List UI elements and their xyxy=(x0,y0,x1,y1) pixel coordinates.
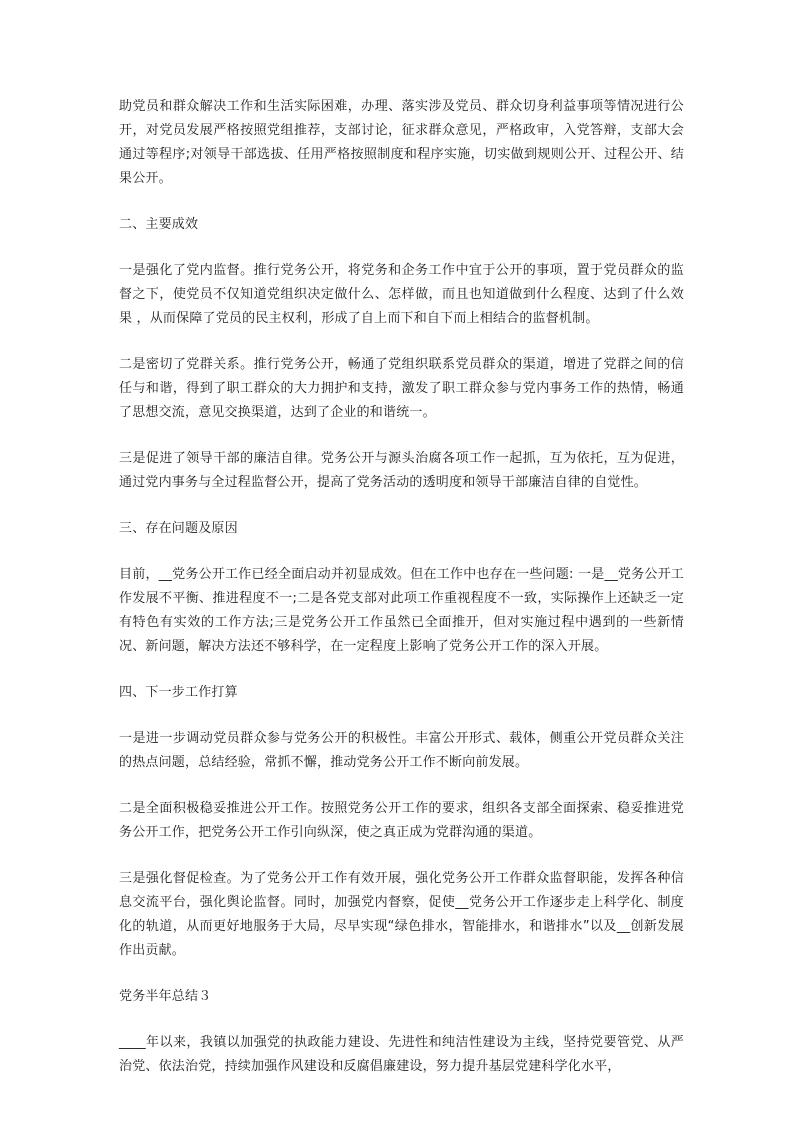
section-heading-main-results: 二、主要成效 xyxy=(119,217,199,232)
paragraph-intro-continuation: 助党员和群众解决工作和生活实际困难，办理、落实涉及党员、群众切身利益事项等情况进行公开，对党员发展严格按照党组推荐，支部讨论，征求群众意见，严格政审，入党答辩，支部大会通过等程序;对领导干部选拔、任用严格按照制度和程序实施，切实做到规则公开、过程公开、结果公开。 xyxy=(119,99,684,186)
document-body xyxy=(119,95,684,1101)
section-heading-summary-3: 党务半年总结３ xyxy=(119,989,212,1004)
section-heading-next-steps: 四、下一步工作打算 xyxy=(119,685,238,700)
paragraph-plan-2: 二是全面积极稳妥推进公开工作。按照党务公开工作的要求，组织各支部全面探索、稳妥推进党务公开工作，把党务公开工作引向纵深，使之真正成为党群沟通的渠道。 xyxy=(119,801,684,840)
paragraph-result-2: 二是密切了党群关系。推行党务公开，畅通了党组织联系党员群众的渠道，增进了党群之间的信任与和谐，得到了职工群众的大力拥护和支持，激发了职工群众参与党内事务工作的热情，畅通了思想交流，意见交换渠道，达到了企业的和谐统一。 xyxy=(119,357,684,420)
paragraph-result-3: 三是促进了领导干部的廉洁自律。党务公开与源头治腐各项工作一起抓，互为依托，互为促进，通过党内事务与全过程监督公开，提高了党务活动的透明度和领导干部廉洁自律的自觉性。 xyxy=(119,451,684,490)
paragraph-result-1: 一是强化了党内监督。推行党务公开，将党务和企务工作中宜于公开的事项，置于党员群众的监督之下，使党员不仅知道党组织决定做什么、怎样做，而且也知道做到什么程度、达到了什么效果 ，从而保障了党员的民主权利，形成了自上而下和自下而上相结合的监督机制。 xyxy=(119,263,684,326)
paragraph-problems: 目前，__党务公开工作已经全面启动并初显成效。但在工作中也存在一些问题: 一是__党务公开工作发展不平衡、推进程度不一;二是各党支部对此项工作重视程度不一致，实际操作上还缺乏一定有特色有实效的工作方法;三是党务公开工作虽然已全面推开，但对实施过程中遇到的一些新情况、新问题，解决方法还不够科学，在一定程度上影响了党务公开工作的深入开展。 xyxy=(119,567,684,654)
paragraph-summary-3-intro: ____年以来，我镇以加强党的执政能力建设、先进性和纯洁性建设为主线，坚持党要管党、从严治党、依法治党，持续加强作风建设和反腐倡廉建设，努力提升基层党建科学化水平， xyxy=(119,1035,684,1074)
section-heading-problems: 三、存在问题及原因 xyxy=(119,521,238,536)
paragraph-plan-3: 三是强化督促检查。为了党务公开工作有效开展，强化党务公开工作群众监督职能，发挥各种信息交流平台，强化舆论监督。同时，加强党内督察，促使__党务公开工作逐步走上科学化、制度化的轨道，从而更好地服务于大局，尽早实现“绿色排水，智能排水，和谐排水”以及__创新发展作出贡献。 xyxy=(119,871,684,958)
paragraph-plan-1: 一是进一步调动党员群众参与党务公开的积极性。丰富公开形式、载体，侧重公开党员群众关注的热点问题，总结经验，常抓不懈，推动党务公开工作不断向前发展。 xyxy=(119,731,684,770)
